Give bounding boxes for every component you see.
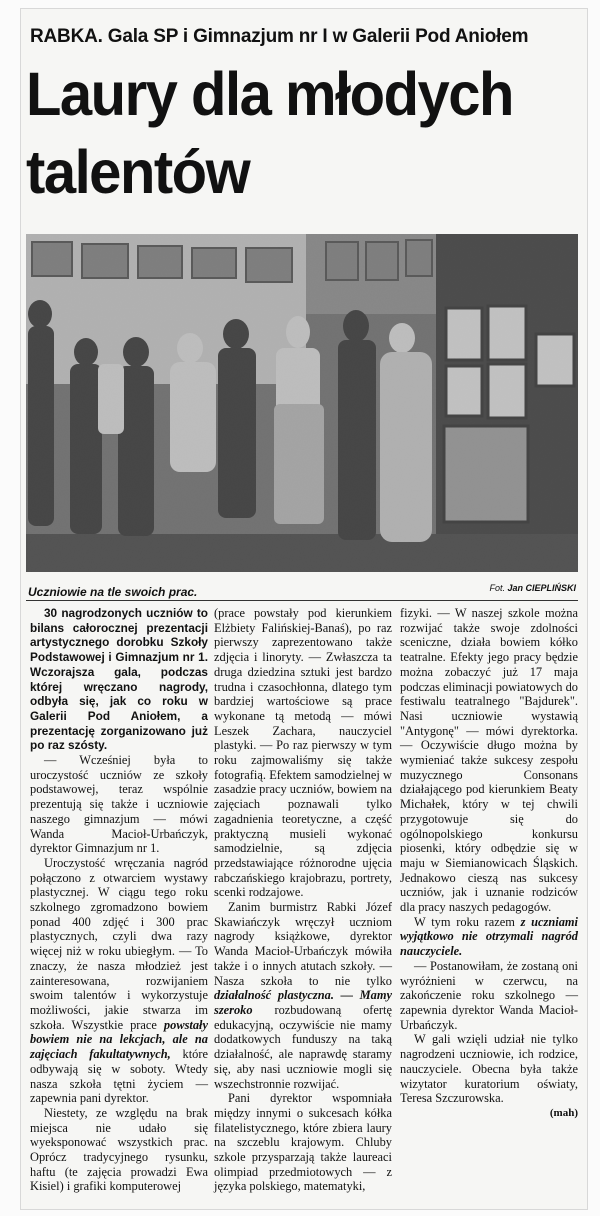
photo-credit-prefix: Fot. bbox=[489, 583, 505, 593]
article-paragraph-continued: fizyki. — W naszej szkole można rozwijać także swoje zdolności sceniczne, działa bowiem kółko teatralne. Efekty jego pracy będzie można zobaczyć już 17 maja podczas eliminacji powiatowych do festiwalu teatralnego "Bajdurek". Nasi uczniowie wystawią "Antygonę" — mówi dyrektorka. — Oczywiście długo można by wymieniać także sukcesy zespołu muzycznego Consonans działającego pod kierunkiem Beaty Michałek, który w tej chwili przygotowuje się do ogólnopolskiego konkursu piosenki, który odbędzie się w maju w Siemianowicach Śląskich. Jednakowo cieszą nas sukcesy uczniów, jak i uznanie rodziców dla pracy naszych pedagogów. bbox=[400, 606, 578, 915]
article-column-2 bbox=[214, 606, 392, 1194]
article-paragraph: Uroczystość wręczania nagród połączono z otwarciem wystawy plastycznej. W ciągu tego roku szkolnego zgromadzono bowiem ponad 400 zdjęć i 300 prac plastycznych, czyli dwa razy więcej niż w roku ubiegłym. — To znaczy, że nasza młodzież jest zainteresowana, rozwijaniem swoim talentów i wykorzystuje możliwości, jakie stwarza im szkoła. Wszystkie prace powstały bowiem nie na lekcjach, ale na zajęciach fakultatywnych, które odbywają się w soboty. Wtedy nasza szkoła tętni życiem — zapewnia pani dyrektor. bbox=[30, 855, 208, 1106]
article-paragraph-continued: (prace powstały pod kierunkiem Elżbiety Falińskiej-Banaś), po raz pierwszy zaprezentowano także zdjęcia i linoryty. — Zwłaszcza ta druga dziedzina sztuki jest bardzo trudna i czasochłonna, dlatego tym bardziej wartościowe są prace wykonane tą metodą — mówi Leszek Zachara, nauczyciel plastyki. — Po raz pierwszy w tym roku zajmowaliśmy się także fotografią. Efektem samodzielnej w zasadzie pracy uczniów, bowiem na zajęciach poznawali tylko zagadnienia teoretyczne, a część praktyczną musieli wykonać samodzielnie, są zdjęcia przedstawiające różnorodne ujęcia rabczańskiego krajobrazu, portrety, scenki rodzajowe. bbox=[214, 606, 392, 900]
article-photo bbox=[26, 234, 578, 572]
article-headline bbox=[26, 56, 586, 211]
photo-caption: Uczniowie na tle swoich prac. bbox=[28, 585, 198, 599]
headline-line-2: talentów bbox=[26, 138, 250, 207]
photo-credit bbox=[489, 583, 576, 593]
article-paragraph: — Postanowiłam, że zostaną oni wyróżnieni w czerwcu, na zakończenie roku szkolnego — zapewnia dyrektor Wanda Macioł-Urbańczyk. bbox=[400, 958, 578, 1032]
emphasized-text: z uczniami wyjątkowo nie otrzymali nagród nauczyciele. bbox=[400, 914, 578, 959]
article-kicker: RABKA. Gala SP i Gimnazjum nr I w Galerii Pod Aniołem bbox=[30, 26, 529, 47]
emphasized-text: powstały bowiem nie na lekcjach, ale na zajęciach fakultatywnych, bbox=[30, 1017, 208, 1062]
caption-divider bbox=[26, 600, 578, 601]
article-column-1 bbox=[30, 606, 208, 1194]
article-paragraph: Niestety, ze względu na brak miejsca nie udało się wyeksponować wszystkich prac. Oprócz tradycyjnego rysunku, haftu (te zajęcia prowadzi Ewa Kisiel) i grafiki komputerowej bbox=[30, 1105, 208, 1194]
article-column-3 bbox=[400, 606, 578, 1121]
article-paragraph: Zanim burmistrz Rabki Józef Skawiańczyk wręczył uczniom nagrody książkowe, dyrektor Wanda Macioł-Urbańczyk mówiła także i o innych atutach szkoły. — Nasza szkoła to nie tylko działalność plastyczna. — Mamy szeroko rozbudowaną ofertę edukacyjną, oczywiście nie mamy dodatkowych funduszy na taką działalność, ale naprawdę staramy się, aby nasi uczniowie mogli się wszechstronnie rozwijać. bbox=[214, 900, 392, 1091]
article-paragraph: — Wcześniej była to uroczystość uczniów ze szkoły podstawowej, teraz wspólnie prezentują się także i uczniowie naszego gimnazjum — mówi Wanda Macioł-Urbańczyk, dyrektor Gimnazjum nr 1. bbox=[30, 753, 208, 856]
headline-line-1: Laury dla młodych bbox=[26, 60, 513, 129]
article-paragraph: Pani dyrektor wspomniała między innymi o sukcesach kółka filatelistycznego, które zbiera laury na szczeblu krajowym. Chluby szkole przysparzają także laureaci olimpiad przedmiotowych — z języka polskiego, matematyki, bbox=[214, 1091, 392, 1194]
article-paragraph: W gali wzięli udział nie tylko nagrodzeni uczniowie, ich rodzice, nauczyciele. Obecna była także wizytator kuratorium oświaty, Teresa Szczurowska. bbox=[400, 1032, 578, 1106]
article-paragraph: W tym roku razem z uczniami wyjątkowo nie otrzymali nagród nauczyciele. bbox=[400, 914, 578, 959]
article-lead: 30 nagrodzonych uczniów to bilans całorocznej prezentacji artystycznego dorobku Szkoły Podstawowej i Gimnazjum nr 1. Wczorajsza gala, podczas której wręczano nagrody, odbyła się, jak co roku w Galerii Pod Aniołem, a prezentację zorganizowano już po raz szósty. bbox=[30, 606, 208, 753]
author-signature: (mah) bbox=[549, 1106, 578, 1119]
photo-credit-name: Jan CIEPLIŃSKI bbox=[507, 583, 576, 593]
emphasized-text: działalność plastyczna. — Mamy szeroko bbox=[214, 988, 392, 1017]
